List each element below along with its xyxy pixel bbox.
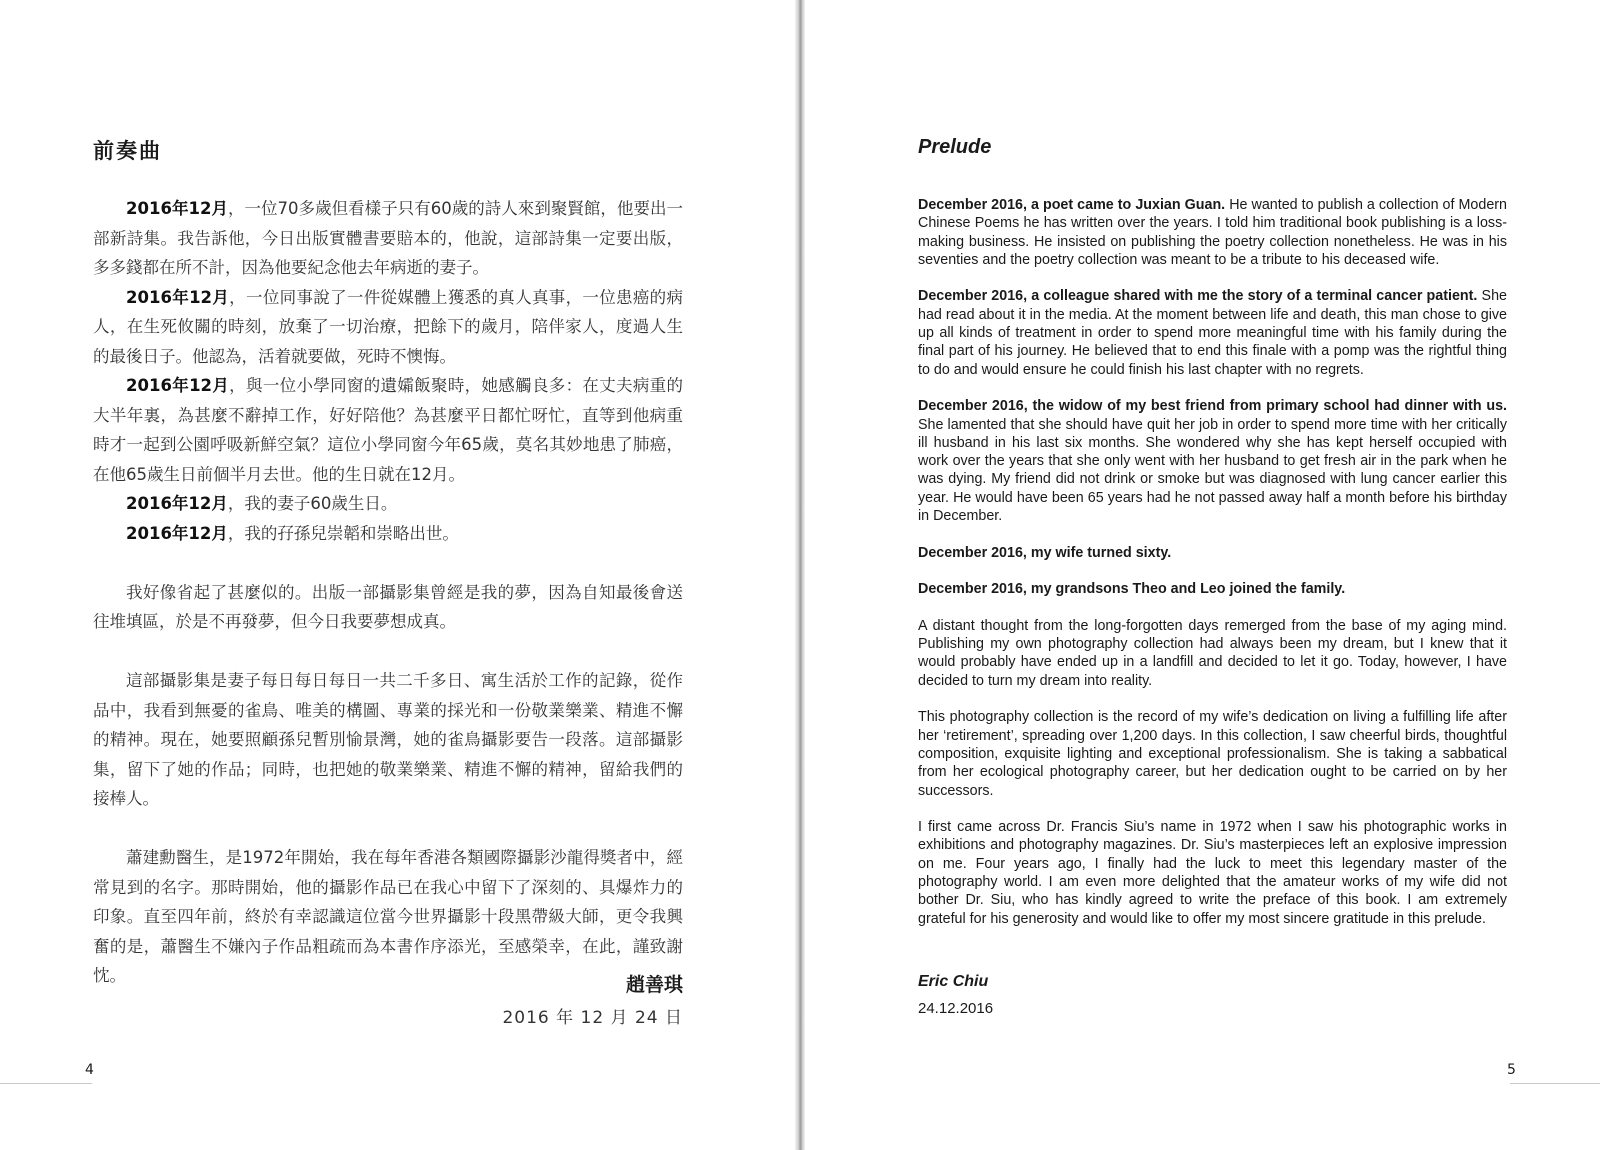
paragraph-text: A distant thought from the long-forgotten days remerged from the base of my aging mind. Publishing my own photography collection had always been my dream, but I knew that it would probably have ended up in a landfill and decided to let it go. Today, however, I have decided to turn my dream into reality. [918,617,1507,689]
page-title: 前奏曲 [93,139,162,163]
paragraph-text: ，與一位小學同窗的遺孀飯聚時，她感觸良多：在丈夫病重的大半年裏，為甚麼不辭掉工作，好好陪他？為甚麼平日都忙呀忙，直等到他病重時才一起到公園呼吸新鮮空氣？這位小學同窗今年65歲，莫名其妙地患了肺癌，在他65歲生日前個半月去世。他的生日就在12月。 [93,376,683,484]
paragraph [918,397,1507,525]
paragraph-text: She had read about it in the media. At the moment between life and death, this man chose to give up all kinds of treatment in order to spend more meaningful time with his family during the final part of his journey. He believed that to end this finale with a pomp was the rightful thing to do and would ensure he could finish his last chapter with no regrets. [918,288,1507,378]
signature-date: 24.12.2016 [918,1000,994,1017]
author-signature: 趙善琪 [625,974,683,996]
paragraph-text: ，一位70多歲但看樣子只有60歲的詩人來到聚賢館，他要出一部新詩集。我告訴他，今日出版實體書要賠本的，他說，這部詩集一定要出版，多多錢都在所不計，因為他要紀念他去年病逝的妻子。 [93,199,683,277]
paragraph [918,287,1507,378]
page-number: 5 [1507,1062,1516,1078]
paragraph-text: This photography collection is the record of my wife’s dedication on living a fulfilling life after her ‘retirement’, spreading over 1,200 days. In this collection, I saw cheerful birds, thoughtful composition, exquisite lighting and exceptional professionalism. She is taking a sabbatical from her ecological photography career, but her dedication ought to be carried on by her successors. [918,709,1507,799]
paragraph-lead: 2016年12月 [126,523,228,543]
author-signature: Eric Chiu [918,973,989,990]
paragraph [918,708,1507,799]
paragraph-text: I first came across Dr. Francis Siu’s name in 1972 when I saw his photographic works in exhibitions and photography magazines. Dr. Siu’s masterpieces left an explosive impression on me. Four years ago, I finally had the luck to meet this legendary master of the photography world. I am even more delighted that the amateur works of my wife did not bother Dr. Siu, who has kindly agreed to write the preface of this book. I am extremely grateful for his generosity and would like to offer my most sincere gratitude in this prelude. [918,819,1507,927]
paragraph [918,617,1507,690]
paragraph-lead: December 2016, my grandsons Theo and Leo joined the family. [918,581,1346,598]
page-title: Prelude [918,136,992,158]
paragraph-text: 蕭建勳醫生，是1972年開始，我在每年香港各類國際攝影沙龍得獎者中，經常見到的名字。那時開始，他的攝影作品已在我心中留下了深刻的、具爆炸力的印象。直至四年前，終於有幸認識這位當今世界攝影十段黑帶級大師，更令我興奮的是，蕭醫生不嫌內子作品粗疏而為本書作序添光，至感榮幸，在此，謹致謝忱。 [93,848,683,985]
paragraph-text: ，我的妻子60歲生日。 [227,494,398,513]
paragraph-text: ，一位同事說了一件從媒體上獲悉的真人真事，一位患癌的病人，在生死攸關的時刻，放棄了一切治療，把餘下的歲月，陪伴家人，度過人生的最後日子。他認為，活着就要做，死時不懊悔。 [93,287,683,366]
paragraph-lead: 2016年12月 [126,199,228,218]
english-body [918,196,1507,946]
paragraph-lead: December 2016, a colleague shared with me the story of a terminal cancer patient. [918,288,1478,305]
signature-date: 2016 年 12 月 24 日 [502,1008,683,1028]
paragraph-lead: 2016年12月 [126,287,230,307]
paragraph-lead: 2016年12月 [126,494,228,513]
paragraph [93,194,683,283]
book-spine [795,0,805,1150]
paragraph [918,544,1507,562]
page-number: 4 [85,1062,94,1078]
paragraph-lead: 2016年12月 [126,376,230,395]
paragraph [93,843,683,991]
paragraph-lead: December 2016, my wife turned sixty. [918,544,1172,561]
left-page [0,0,795,1150]
footer-rule [1510,1083,1600,1084]
paragraph [93,371,683,489]
chinese-body [93,194,683,991]
footer-rule [0,1083,92,1084]
paragraph-text: 這部攝影集是妻子每日每日每日一共二千多日、寓生活於工作的記錄，從作品中，我看到無憂的雀鳥、唯美的構圖、專業的採光和一份敬業樂業、精進不懈的精神。現在，她要照顧孫兒暫別愉景灣，她的雀鳥攝影要告一段落。這部攝影集，留下了她的作品；同時，也把她的敬業樂業、精進不懈的精神，留給我們的接棒人。 [93,671,683,808]
paragraph-text: ，我的孖孫兒崇韜和崇略出世。 [227,523,459,543]
paragraph-lead: December 2016, a poet came to Juxian Guan. [918,197,1226,213]
paragraph [93,666,683,814]
paragraph-text: He wanted to publish a collection of Modern Chinese Poems he has written over the years. I told him traditional book publishing is a loss-making business. He insisted on publishing the poetry collection nonetheless. He was in his seventies and the poetry collection was meant to be a tribute to his deceased wife. [918,197,1507,268]
paragraph [93,578,683,637]
paragraph [918,580,1507,598]
paragraph [93,283,683,372]
paragraph-text: 我好像省起了甚麼似的。出版一部攝影集曾經是我的夢，因為自知最後會送往堆填區，於是不再發夢，但今日我要夢想成真。 [93,582,683,631]
right-page [805,0,1600,1150]
paragraph [93,489,683,519]
paragraph [918,196,1507,269]
paragraph-lead: December 2016, the widow of my best friend from primary school had dinner with us. [918,398,1507,415]
paragraph [93,519,683,549]
paragraph [918,818,1507,928]
paragraph-text: She lamented that she should have quit her job in order to spend more time with her critically ill husband in his last six months. She wondered why she has kept herself occupied with work over the years that she only went with her husband to get fresh air in the park when he was dying. My friend did not drink or smoke but was diagnosed with lung cancer earlier this year. He would have been 65 years had he not passed away half a month before his birthday in December. [918,416,1507,525]
